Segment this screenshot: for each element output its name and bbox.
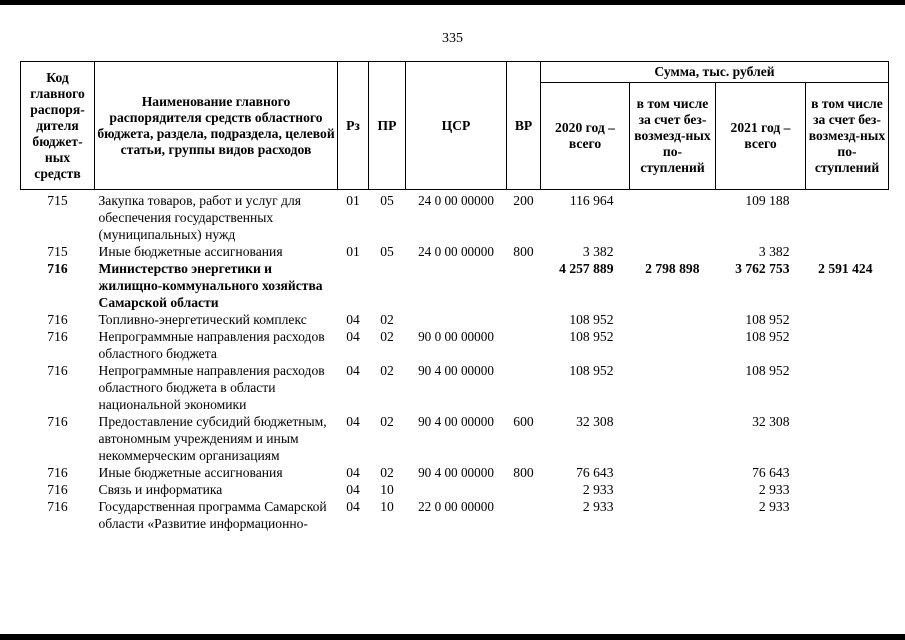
header-pr: ПР xyxy=(369,62,406,190)
row-rz-cell: 04 xyxy=(346,465,360,480)
row-rz-cell: 04 xyxy=(346,329,360,344)
header-2020-total: 2020 год – всего xyxy=(541,83,630,190)
row-vr-cell: 800 xyxy=(513,465,534,480)
row-2020-grants-cell: 2 798 898 xyxy=(645,261,700,276)
row-2021-total-cell: 108 952 xyxy=(745,312,790,327)
row-pr-cell xyxy=(369,260,406,311)
row-vr-cell: 600 xyxy=(513,414,534,429)
row-pr-cell: 05 xyxy=(380,244,394,259)
row-2020-total-cell: 108 952 xyxy=(569,329,614,344)
row-2020-grants-cell xyxy=(630,190,716,244)
row-2021-total-cell: 3 382 xyxy=(758,244,790,259)
row-name-cell: Непрограммные направления расходов областного бюджета xyxy=(98,329,325,361)
row-2020-total-cell: 108 952 xyxy=(569,363,614,378)
header-code: Код главного распоря-дителя бюджет-ных средств xyxy=(21,62,95,190)
row-2021-total-cell: 108 952 xyxy=(745,363,790,378)
table-body xyxy=(21,190,889,533)
row-2021-grants-cell xyxy=(806,362,889,413)
row-name-cell: Государственная программа Самарской области «Развитие информационно- xyxy=(98,499,327,531)
row-pr-cell: 02 xyxy=(380,329,394,344)
table-row xyxy=(21,464,889,481)
row-2020-total-cell: 2 933 xyxy=(582,482,614,497)
row-2021-grants-cell xyxy=(806,328,889,362)
row-pr-cell: 05 xyxy=(380,193,394,208)
row-vr-cell xyxy=(507,481,541,498)
header-2020-grants: в том числе за счет без-возмезд-ных по-ступлений xyxy=(630,83,716,190)
row-2020-total-cell: 4 257 889 xyxy=(559,261,614,276)
row-rz-cell: 04 xyxy=(346,499,360,514)
row-2020-total-cell: 32 308 xyxy=(576,414,614,429)
bottom-border-rule xyxy=(0,634,905,640)
row-vr-cell xyxy=(507,362,541,413)
row-name-cell: Иные бюджетные ассигнования xyxy=(98,465,283,480)
row-vr-cell xyxy=(507,311,541,328)
row-2021-grants-cell xyxy=(806,243,889,260)
row-code-cell: 716 xyxy=(47,329,68,344)
row-vr-cell xyxy=(507,328,541,362)
row-name-cell: Министерство энергетики и жилищно-коммунального хозяйства Самарской области xyxy=(98,261,323,310)
row-2021-total-cell: 109 188 xyxy=(745,193,790,208)
row-2020-grants-cell xyxy=(630,362,716,413)
row-code-cell: 716 xyxy=(47,363,68,378)
top-border-rule xyxy=(0,0,905,5)
row-code-cell: 716 xyxy=(47,261,68,276)
row-code-cell: 716 xyxy=(47,499,68,514)
row-2021-total-cell: 32 308 xyxy=(752,414,790,429)
row-code-cell: 716 xyxy=(47,414,68,429)
row-2020-grants-cell xyxy=(630,498,716,532)
budget-table xyxy=(20,61,889,532)
table-row xyxy=(21,260,889,311)
table-row xyxy=(21,413,889,464)
header-csr: ЦСР xyxy=(406,62,507,190)
row-2021-grants-cell: 2 591 424 xyxy=(818,261,873,276)
row-csr-cell: 24 0 00 00000 xyxy=(418,244,494,259)
row-2020-total-cell: 2 933 xyxy=(582,499,614,514)
row-csr-cell: 24 0 00 00000 xyxy=(418,193,494,208)
table-row xyxy=(21,362,889,413)
row-2020-grants-cell xyxy=(630,413,716,464)
row-rz-cell xyxy=(338,260,369,311)
row-rz-cell: 01 xyxy=(346,193,360,208)
row-2020-grants-cell xyxy=(630,481,716,498)
row-name-cell: Непрограммные направления расходов областного бюджета в области национальной экономики xyxy=(98,363,325,412)
row-vr-cell: 800 xyxy=(513,244,534,259)
row-name-cell: Закупка товаров, работ и услуг для обеспечения государственных (муниципальных) нужд xyxy=(98,193,302,242)
row-2020-total-cell: 76 643 xyxy=(576,465,614,480)
row-code-cell: 715 xyxy=(47,193,68,208)
row-2020-total-cell: 108 952 xyxy=(569,312,614,327)
row-2021-grants-cell xyxy=(806,311,889,328)
header-sum-group: Сумма, тыс. рублей xyxy=(541,62,889,83)
row-vr-cell xyxy=(507,498,541,532)
row-csr-cell xyxy=(406,260,507,311)
row-2020-grants-cell xyxy=(630,328,716,362)
table-row xyxy=(21,190,889,244)
row-2020-grants-cell xyxy=(630,243,716,260)
row-2021-total-cell: 76 643 xyxy=(752,465,790,480)
row-csr-cell: 90 4 00 00000 xyxy=(418,414,494,429)
row-2021-grants-cell xyxy=(806,498,889,532)
row-vr-cell xyxy=(507,260,541,311)
row-vr-cell: 200 xyxy=(513,193,534,208)
row-code-cell: 716 xyxy=(47,482,68,497)
row-pr-cell: 10 xyxy=(380,499,394,514)
row-csr-cell: 90 0 00 00000 xyxy=(418,329,494,344)
row-rz-cell: 04 xyxy=(346,414,360,429)
header-name: Наименование главного распорядителя средств областного бюджета, раздела, подраздела, целевой статьи, группы видов расходов xyxy=(95,62,338,190)
row-rz-cell: 01 xyxy=(346,244,360,259)
table-row xyxy=(21,328,889,362)
header-2021-grants: в том числе за счет без-возмезд-ных по-ступлений xyxy=(806,83,889,190)
row-pr-cell: 02 xyxy=(380,363,394,378)
row-2021-total-cell: 108 952 xyxy=(745,329,790,344)
row-code-cell: 715 xyxy=(47,244,68,259)
row-csr-cell xyxy=(406,481,507,498)
row-name-cell: Предоставление субсидий бюджетным, автономным учреждениям и иным некоммерческим организациям xyxy=(98,414,327,463)
row-2020-total-cell: 3 382 xyxy=(582,244,614,259)
row-2021-grants-cell xyxy=(806,481,889,498)
row-csr-cell: 22 0 00 00000 xyxy=(418,499,494,514)
row-pr-cell: 02 xyxy=(380,312,394,327)
row-name-cell: Топливно-энергетический комплекс xyxy=(98,312,307,327)
row-pr-cell: 10 xyxy=(380,482,394,497)
table-row xyxy=(21,243,889,260)
row-rz-cell: 04 xyxy=(346,482,360,497)
row-2020-grants-cell xyxy=(630,464,716,481)
row-2021-total-cell: 2 933 xyxy=(758,499,790,514)
page-number: 335 xyxy=(442,31,463,46)
row-2021-grants-cell xyxy=(806,190,889,244)
row-pr-cell: 02 xyxy=(380,414,394,429)
row-name-cell: Иные бюджетные ассигнования xyxy=(98,244,283,259)
row-rz-cell: 04 xyxy=(346,312,360,327)
row-2021-total-cell: 3 762 753 xyxy=(735,261,790,276)
table-row xyxy=(21,481,889,498)
table-row xyxy=(21,498,889,532)
row-pr-cell: 02 xyxy=(380,465,394,480)
row-2021-grants-cell xyxy=(806,464,889,481)
row-2020-grants-cell xyxy=(630,311,716,328)
row-rz-cell: 04 xyxy=(346,363,360,378)
row-code-cell: 716 xyxy=(47,465,68,480)
table-header xyxy=(21,62,889,190)
row-csr-cell: 90 4 00 00000 xyxy=(418,465,494,480)
table-row xyxy=(21,311,889,328)
row-code-cell: 716 xyxy=(47,312,68,327)
header-vr: ВР xyxy=(507,62,541,190)
row-2021-total-cell: 2 933 xyxy=(758,482,790,497)
row-csr-cell xyxy=(406,311,507,328)
row-2020-total-cell: 116 964 xyxy=(569,193,614,208)
header-rz: Рз xyxy=(338,62,369,190)
row-2021-grants-cell xyxy=(806,413,889,464)
header-2021-total: 2021 год – всего xyxy=(716,83,806,190)
row-name-cell: Связь и информатика xyxy=(98,482,223,497)
row-csr-cell: 90 4 00 00000 xyxy=(418,363,494,378)
